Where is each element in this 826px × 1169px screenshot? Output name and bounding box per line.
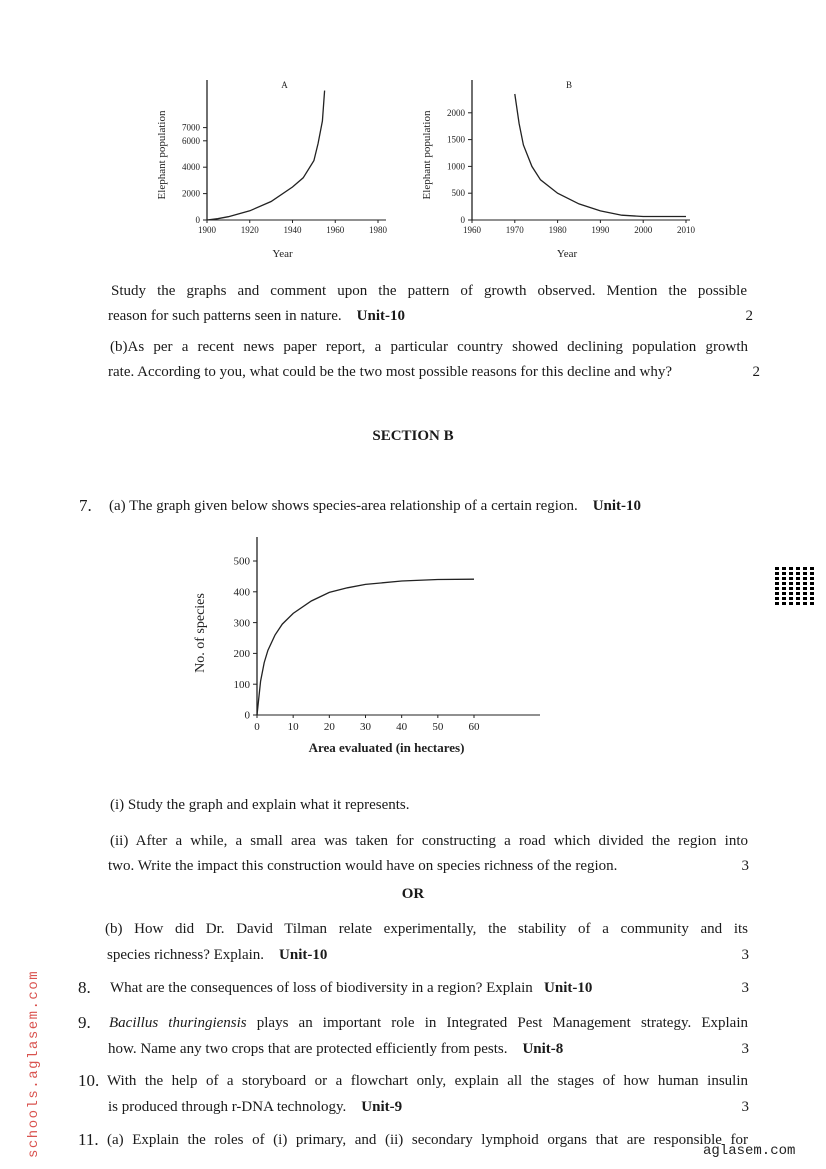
x-tick-label: 1980 (548, 225, 567, 235)
chart-title: B (565, 80, 573, 90)
watermark-right: aglasem.com (703, 1143, 796, 1159)
species-name: Bacillus thuringiensis (109, 1015, 247, 1031)
marks: 2 (745, 308, 753, 324)
x-tick-label: 1990 (591, 225, 610, 235)
y-tick-label: 100 (233, 678, 250, 691)
question-number: 9. (78, 1013, 91, 1032)
y-tick-label: 400 (233, 586, 250, 599)
y-tick-label: 500 (233, 555, 250, 568)
marks: 3 (741, 1099, 749, 1115)
x-tick-label: 20 (323, 721, 335, 733)
y-tick-label: 0 (195, 215, 200, 225)
q7a-text-body: (a) The graph given below shows species-area relationship of a certain region. (109, 498, 578, 514)
x-tick-label: 1960 (463, 225, 481, 235)
q9-line2-text: how. Name any two crops that are protected efficiently from pests. (108, 1041, 508, 1057)
q7a-text (109, 497, 641, 515)
q6-line1: Study the graphs and comment upon the pattern of growth observed. Mention the possible (111, 283, 747, 299)
q7b-line1: (b) How did Dr. David Tilman relate experimentally, the stability of a community and its (105, 921, 748, 937)
y-tick-label: 4000 (182, 162, 200, 173)
x-tick-label: 1970 (505, 225, 524, 235)
x-tick-label: 1980 (369, 225, 387, 235)
y-axis-label: No. of species (193, 593, 208, 673)
data-line (515, 94, 686, 217)
y-tick-label: 2000 (447, 107, 465, 118)
data-line (257, 579, 474, 715)
q8-text-body: What are the consequences of loss of biodiversity in a region? Explain (110, 980, 533, 996)
x-tick-label: 2000 (634, 225, 653, 235)
q10-line1: With the help of a storyboard or a flowchart only, explain all the stages of how human insulin (107, 1073, 748, 1089)
or-label: OR (401, 886, 425, 902)
marks: 3 (741, 1041, 749, 1057)
q7-ii-line2: two. Write the impact this construction would have on species richness of the region. (108, 858, 618, 874)
unit-label: Unit-10 (356, 308, 406, 324)
q10-line2-text: is produced through r-DNA technology. (108, 1099, 347, 1115)
marks: 3 (741, 980, 749, 996)
q7b-line2 (107, 946, 327, 964)
q10-line2 (108, 1098, 402, 1116)
y-axis-label: Elephant population (421, 110, 433, 200)
y-tick-label: 0 (244, 709, 250, 722)
marks: 2 (752, 364, 760, 380)
x-tick-label: 50 (432, 721, 444, 733)
y-tick-label: 2000 (182, 188, 200, 199)
x-tick-label: 1920 (240, 225, 259, 235)
y-tick-label: 1000 (447, 161, 465, 172)
y-tick-label: 6000 (182, 135, 200, 146)
x-tick-label: 1960 (326, 225, 345, 235)
q8-text (110, 979, 592, 997)
y-tick-label: 1500 (447, 134, 465, 145)
x-axis-label: Year (272, 248, 293, 260)
y-tick-label: 7000 (182, 122, 200, 133)
y-tick-label: 300 (233, 617, 250, 630)
x-tick-label: 60 (468, 721, 480, 733)
q6b-line2: rate. According to you, what could be the two most possible reasons for this decline and why? (108, 364, 673, 380)
data-line (207, 91, 325, 220)
question-number: 8. (78, 978, 91, 997)
marks: 3 (741, 858, 749, 874)
q6-line2 (108, 307, 405, 325)
q6b-line1: (b)As per a recent news paper report, a particular country showed declining population growth (110, 339, 748, 355)
unit-label: Unit-10 (592, 498, 642, 514)
unit-label: Unit-10 (544, 980, 593, 996)
q9-line1-text: plays an important role in Integrated Pest Management strategy. Explain (246, 1015, 748, 1031)
qr-code-icon (775, 565, 815, 605)
chart-title: A (281, 80, 288, 90)
y-tick-label: 500 (451, 188, 465, 199)
q7-ii-line1: (ii) After a while, a small area was taken for constructing a road which divided the region into (110, 833, 748, 849)
question-number: 7. (79, 496, 92, 515)
unit-label: Unit-8 (522, 1041, 564, 1057)
x-tick-label: 10 (287, 721, 299, 733)
unit-label: Unit-10 (279, 947, 328, 963)
q7-i: (i) Study the graph and explain what it represents. (110, 797, 410, 813)
x-tick-label: 30 (360, 721, 371, 733)
section-heading: SECTION B (372, 428, 454, 444)
x-tick-label: 0 (254, 721, 260, 733)
y-axis-label: Elephant population (156, 110, 168, 200)
q9-line2 (108, 1040, 563, 1058)
q9-line1 (109, 1014, 748, 1032)
x-tick-label: 40 (396, 721, 408, 733)
watermark-left: schools.aglasem.com (26, 969, 42, 1158)
y-tick-label: 0 (460, 215, 465, 225)
question-number: 10. (78, 1071, 100, 1090)
unit-label: Unit-9 (361, 1099, 403, 1115)
x-axis-label: Year (556, 248, 578, 260)
marks: 3 (741, 947, 749, 963)
question-number: 11. (78, 1130, 99, 1149)
q7b-line2-text: species richness? Explain. (107, 947, 265, 963)
x-tick-label: 1940 (283, 225, 302, 235)
q11-line1: (a) Explain the roles of (i) primary, and (ii) secondary lymphoid organs that are responsible for (107, 1132, 748, 1148)
q6-line2-text: reason for such patterns seen in nature. (108, 308, 342, 324)
x-tick-label: 2010 (677, 225, 695, 235)
x-tick-label: 1900 (198, 225, 216, 235)
y-tick-label: 200 (233, 648, 250, 661)
x-axis-label: Area evaluated (in hectares) (308, 740, 465, 755)
